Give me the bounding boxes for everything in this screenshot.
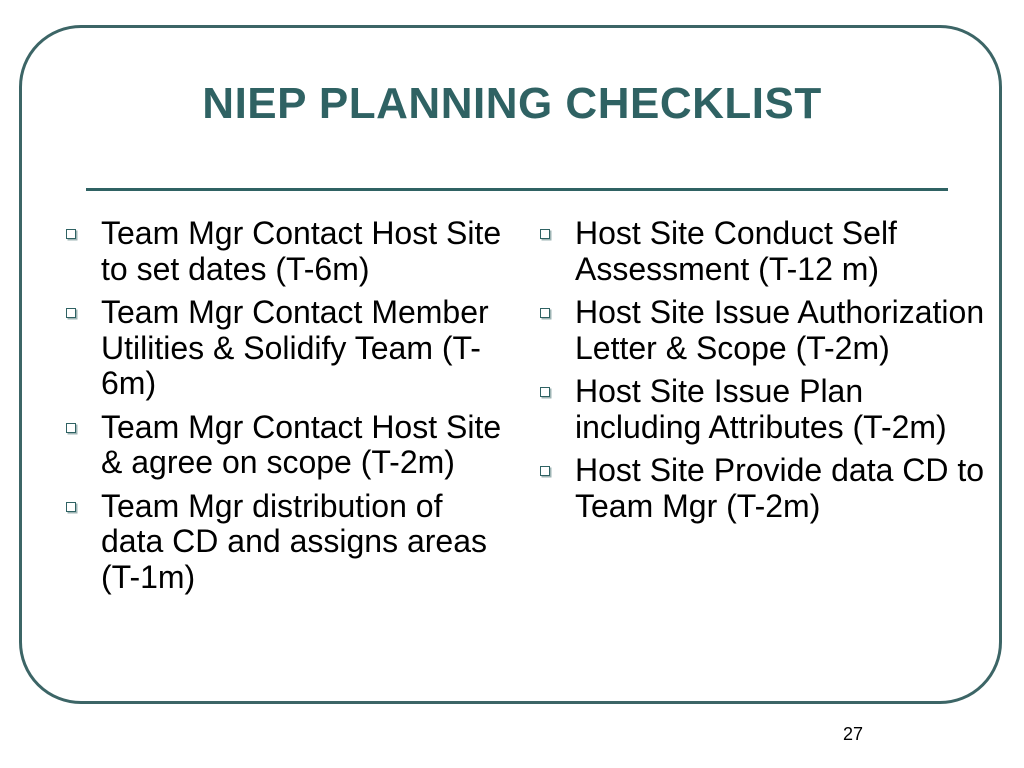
title-divider: [86, 188, 948, 191]
checklist-item: [536, 374, 996, 445]
checkbox-bullet-icon: [66, 423, 76, 433]
slide-title: NIEP PLANNING CHECKLIST: [202, 79, 822, 128]
left-checklist-column: [62, 216, 512, 603]
checkbox-bullet-icon: [66, 502, 76, 512]
checkbox-bullet-icon: [66, 308, 76, 318]
checklist-item-text: Host Site Issue Plan including Attributes (T-2m): [575, 373, 947, 445]
right-checklist-column: [536, 216, 996, 532]
checklist-item-text: Team Mgr Contact Host Site & agree on scope (T-2m): [101, 408, 502, 480]
checkbox-bullet-icon: [540, 466, 550, 476]
checklist-item: [536, 216, 996, 287]
checklist-item: [62, 295, 512, 402]
checklist-item-text: Host Site Issue Authorization Letter & Scope (T-2m): [575, 294, 985, 366]
checklist-item-text: Team Mgr distribution of data CD and assigns areas (T-1m): [101, 487, 487, 595]
checklist-item-text: Host Site Conduct Self Assessment (T-12 m): [575, 215, 897, 287]
checklist-item-text: Team Mgr Contact Host Site to set dates (T-6m): [101, 215, 502, 287]
checkbox-bullet-icon: [540, 229, 550, 239]
checklist-item: [62, 216, 512, 287]
checkbox-bullet-icon: [540, 387, 550, 397]
checklist-item-text: Team Mgr Contact Member Utilities & Solidify Team (T-6m): [101, 294, 489, 401]
checklist-item: [536, 453, 996, 524]
checkbox-bullet-icon: [540, 308, 550, 318]
page-number: 27: [842, 724, 864, 744]
checklist-item: [536, 295, 996, 366]
checklist-item: [62, 489, 512, 596]
checklist-item-text: Host Site Provide data CD to Team Mgr (T-2m): [575, 452, 985, 524]
checklist-item: [62, 410, 512, 481]
checkbox-bullet-icon: [66, 229, 76, 239]
